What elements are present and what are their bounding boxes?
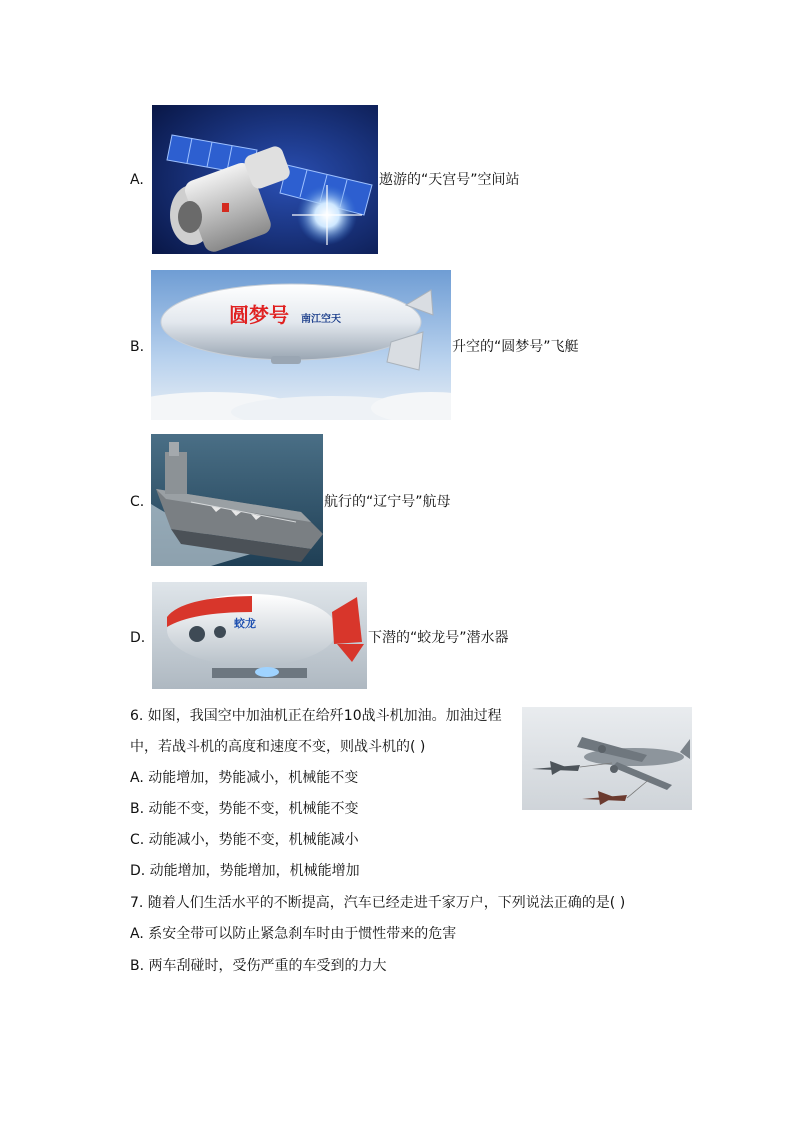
option-a-letter: A. <box>130 172 144 188</box>
option-b-caption: 升空的“圆梦号”飞艇 <box>452 339 579 355</box>
airship-image <box>151 270 451 420</box>
airship-sub-text: 南江空天 <box>301 314 341 325</box>
question-6-line-2: 中，若战斗机的高度和速度不变，则战斗机的( ) <box>130 739 426 755</box>
option-d-caption: 下潜的“蛟龙号”潜水器 <box>368 630 509 646</box>
question-7-option-b: B. 两车刮碰时，受伤严重的车受到的力大 <box>130 958 387 974</box>
submersible-text: 蛟龙 <box>234 618 256 630</box>
option-a-caption: 遨游的“天宫号”空间站 <box>379 172 520 188</box>
aircraft-carrier-image <box>151 434 323 566</box>
option-b-letter: B. <box>130 339 145 355</box>
option-c-letter: C. <box>130 494 145 510</box>
airship-main-text: 圆梦号 <box>229 305 289 327</box>
question-6-option-c: C. 动能减小，势能不变，机械能减小 <box>130 832 359 848</box>
question-6-option-d: D. 动能增加，势能增加，机械能增加 <box>130 863 360 879</box>
question-7-line-1: 7. 随着人们生活水平的不断提高，汽车已经走进千家万户，下列说法正确的是( ) <box>130 895 626 911</box>
space-station-image <box>152 105 378 254</box>
refueling-aircraft-image <box>522 707 692 810</box>
question-6-option-b: B. 动能不变，势能不变，机械能不变 <box>130 801 359 817</box>
submersible-image <box>152 582 367 689</box>
question-6-line-1: 6. 如图，我国空中加油机正在给歼10战斗机加油。加油过程 <box>130 708 502 724</box>
option-c-caption: 航行的“辽宁号”航母 <box>324 494 451 510</box>
option-d-letter: D. <box>130 630 146 646</box>
question-7-option-a: A. 系安全带可以防止紧急刹车时由于惯性带来的危害 <box>130 926 457 942</box>
question-6-option-a: A. 动能增加，势能减小，机械能不变 <box>130 770 359 786</box>
